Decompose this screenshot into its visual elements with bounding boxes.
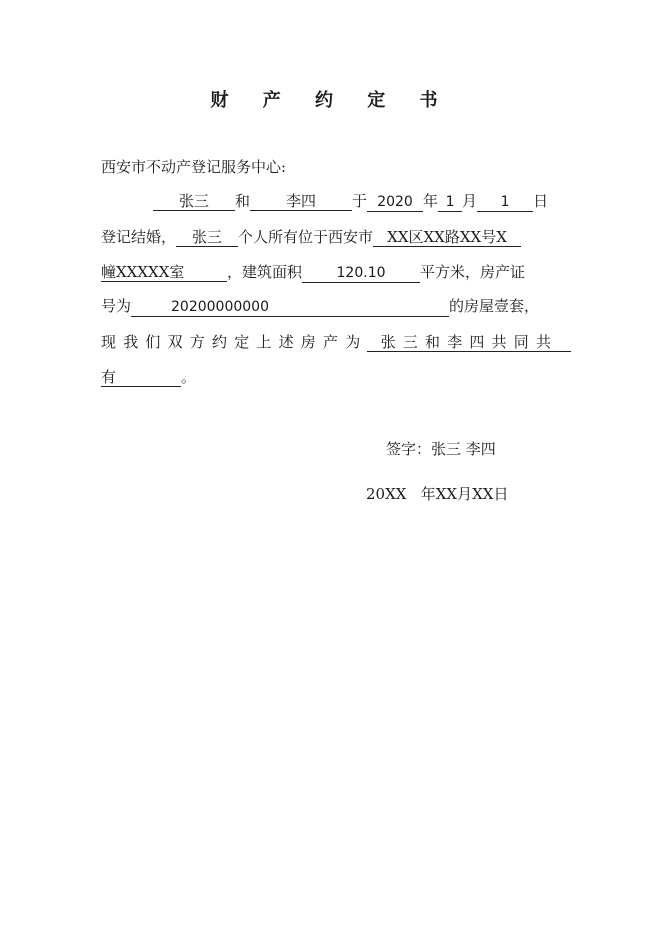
month-field: 1 xyxy=(438,193,462,212)
owner-text: 个人所有位于西安市 xyxy=(238,228,374,246)
agreement-field-1: 张三和李四共同共 xyxy=(367,333,571,352)
addressee: 西安市不动产登记服务中心: xyxy=(101,158,287,176)
addressee-line xyxy=(101,156,571,178)
address-field-2: 幢XXXXX室 xyxy=(101,263,227,282)
month-unit: 月 xyxy=(462,192,478,210)
and-text: 和 xyxy=(235,192,251,210)
agreement-field-2: 有 xyxy=(101,368,181,387)
paragraph-line-2 xyxy=(101,226,571,248)
cert-number-field: 20200000000 xyxy=(131,298,449,317)
paragraph-line-6 xyxy=(101,366,571,388)
signature: 签字：张三 李四 xyxy=(386,440,496,458)
document-title: 财 产 约 定 书 xyxy=(210,90,452,111)
area-suffix: 平方米，房产证 xyxy=(420,263,526,281)
paragraph-line-1 xyxy=(101,190,571,212)
yu-text: 于 xyxy=(352,192,368,210)
marriage-text: 登记结婚， xyxy=(101,228,177,246)
day-unit: 日 xyxy=(533,192,549,210)
person2-field: 李四 xyxy=(250,192,352,211)
end-mark: 。 xyxy=(181,368,197,386)
owner-field: 张三 xyxy=(176,228,238,247)
day-field: 1 xyxy=(477,193,533,212)
year-field: 2020 xyxy=(367,193,423,212)
paragraph-line-5 xyxy=(101,331,571,353)
area-prefix: ，建筑面积 xyxy=(227,263,303,281)
year-unit: 年 xyxy=(423,192,439,210)
cert-suffix: 的房屋壹套， xyxy=(449,297,540,315)
paragraph-line-3 xyxy=(101,261,571,283)
address-field-1: XX区XX路XX号X xyxy=(373,228,521,247)
cert-prefix: 号为 xyxy=(101,297,132,315)
paragraph-line-4 xyxy=(101,295,571,317)
person1-field: 张三 xyxy=(153,192,235,211)
area-field: 120.10 xyxy=(302,264,420,283)
date-line: 20XX 年XX月XX日 xyxy=(366,485,509,503)
agreement-prefix: 现我们双方约定上述房产为 xyxy=(101,333,368,351)
